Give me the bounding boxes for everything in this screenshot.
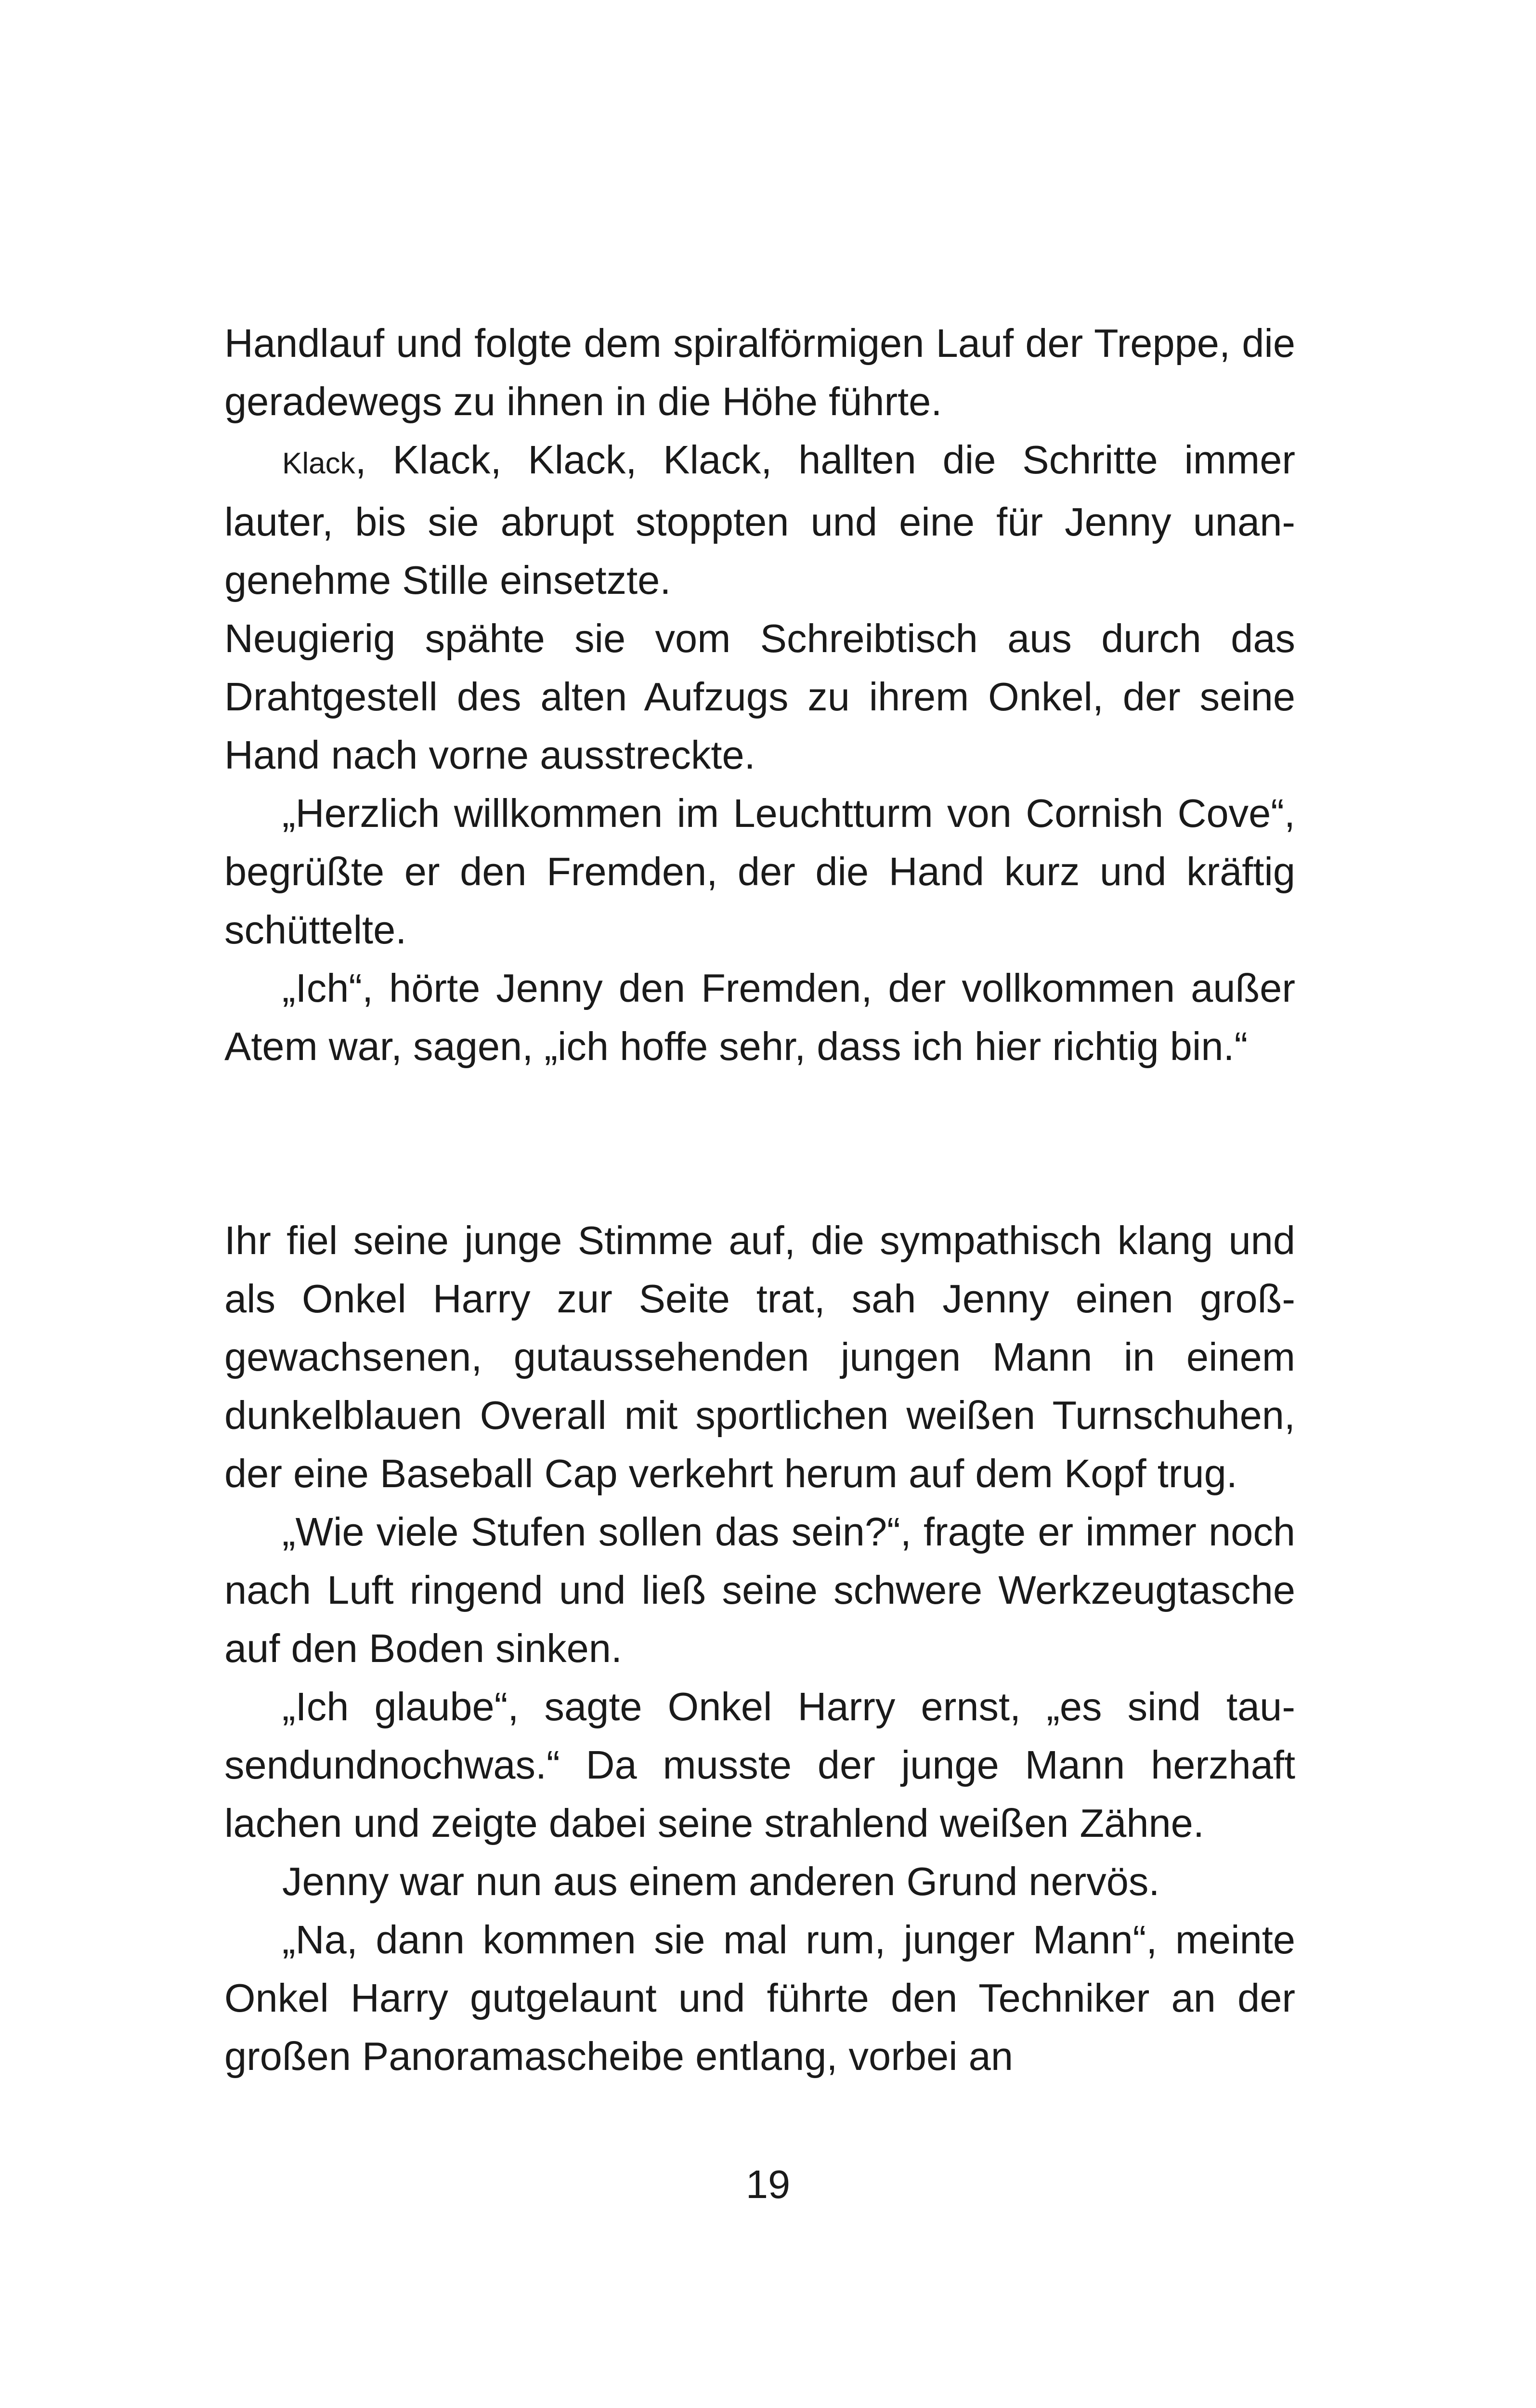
- sound-word-small: Klack: [282, 447, 355, 480]
- paragraph-2-rest: , Klack, Klack, Klack, hallten die Schritte immer lauter, bis sie abrupt stoppten und eine für Jenny unangenehme Stille einsetzte.: [224, 437, 1295, 602]
- paragraph-5: „Ich“, hörte Jenny den Fremden, der vollkommen außer Atem war, sagen, „ich hoffe sehr, dass ich hier richtig bin.“: [224, 966, 1295, 1069]
- text-block-lower: [224, 1211, 1295, 2085]
- paragraph-9: Jenny war nun aus einem anderen Grund nervös.: [282, 1859, 1160, 1904]
- page-number: 19: [745, 2162, 791, 2207]
- paragraph-7: „Wie viele Stufen sollen das sein?“, fragte er immer noch nach Luft ringend und ließ seine schwere Werkzeugtasche auf den Boden sinken.: [224, 1509, 1295, 1671]
- paragraph-8: „Ich glaube“, sagte Onkel Harry ernst, „es sind tausendundnochwas.“ Da musste der junge Mann herzhaft lachen und zeigte dabei seine strahlend weißen Zähne.: [224, 1684, 1295, 1845]
- paragraph-1: Handlauf und folgte dem spiralförmigen Lauf der Treppe, die geradewegs zu ihnen in die Höhe führte.: [224, 321, 1295, 424]
- paragraph-4: „Herzlich willkommen im Leuchtturm von Cornish Cove“, begrüßte er den Fremden, der die Hand kurz und kräftig schüttelte.: [224, 791, 1295, 952]
- paragraph-3: Neugierig spähte sie vom Schreibtisch aus durch das Drahtgestell des alten Aufzugs zu ihrem Onkel, der seine Hand nach vorne ausstreckte.: [224, 616, 1295, 777]
- text-block-upper: [224, 314, 1295, 1075]
- paragraph-2: [224, 431, 1295, 609]
- paragraph-6: Ihr fiel seine junge Stimme auf, die sympathisch klang und als Onkel Harry zur Seite trat, sah Jenny einen großgewachsenen, gutaussehenden jungen Mann in einem dunkelblauen Overall mit sportlichen weißen Turnschuhen, der eine Baseball Cap verkehrt herum auf dem Kopf trug.: [224, 1218, 1295, 1496]
- paragraph-10: „Na, dann kommen sie mal rum, junger Mann“, meinte Onkel Harry gutgelaunt und führte den Techniker an der großen Panoramascheibe entlang, vorbei an: [224, 1917, 1295, 2079]
